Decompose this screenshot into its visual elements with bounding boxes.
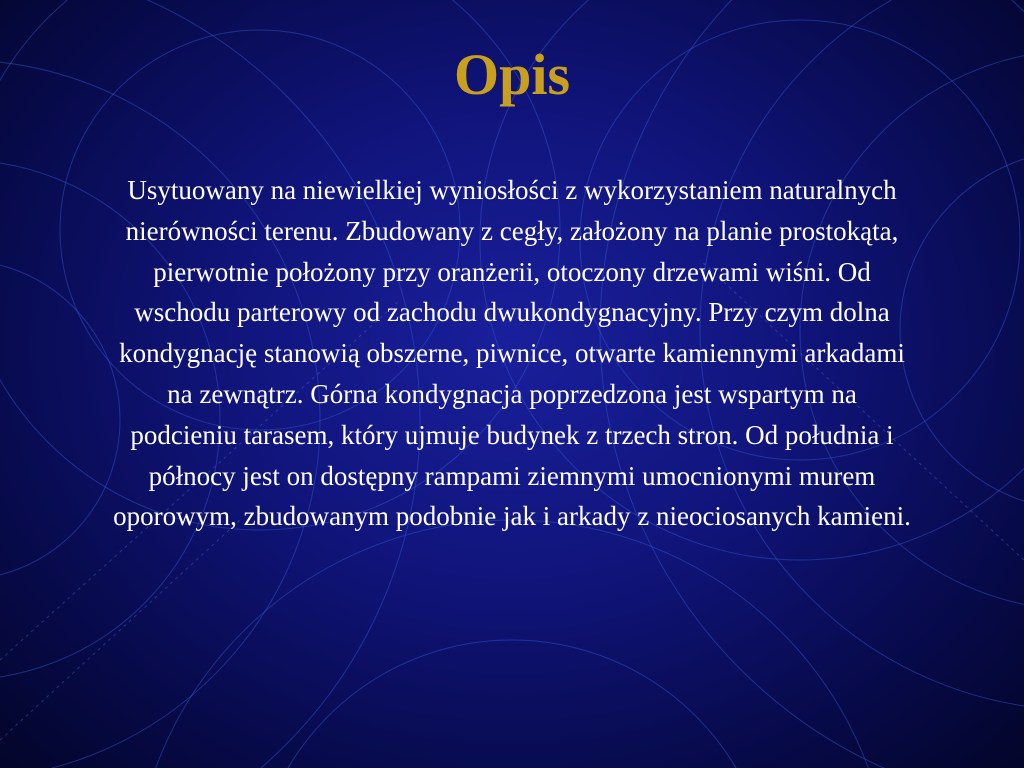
slide-title: Opis	[453, 42, 571, 107]
slide-body-text: Usytuowany na niewielkiej wyniosłości z wykorzystaniem naturalnych nierówności terenu. Zbudowany z cegły, założony na planie prostokąta, pierwotnie położony przy oranżerii, otoczony drzewami wiśni. Od wschodu parterowy od zachodu dwukondygnacyjny. Przy czym dolna kondygnację stanowią obszerne, piwnice, otwarte kamiennymi arkadami na zewnątrz. Górna kondygnacja poprzedzona jest wspartym na podcieniu tarasem, który ujmuje budynek z trzech stron. Od południa i północy jest on dostępny rampami ziemnymi umocnionymi murem oporowym, zbudowanym podobnie jak i arkady z nieociosanych kamieni.	[113, 175, 911, 532]
